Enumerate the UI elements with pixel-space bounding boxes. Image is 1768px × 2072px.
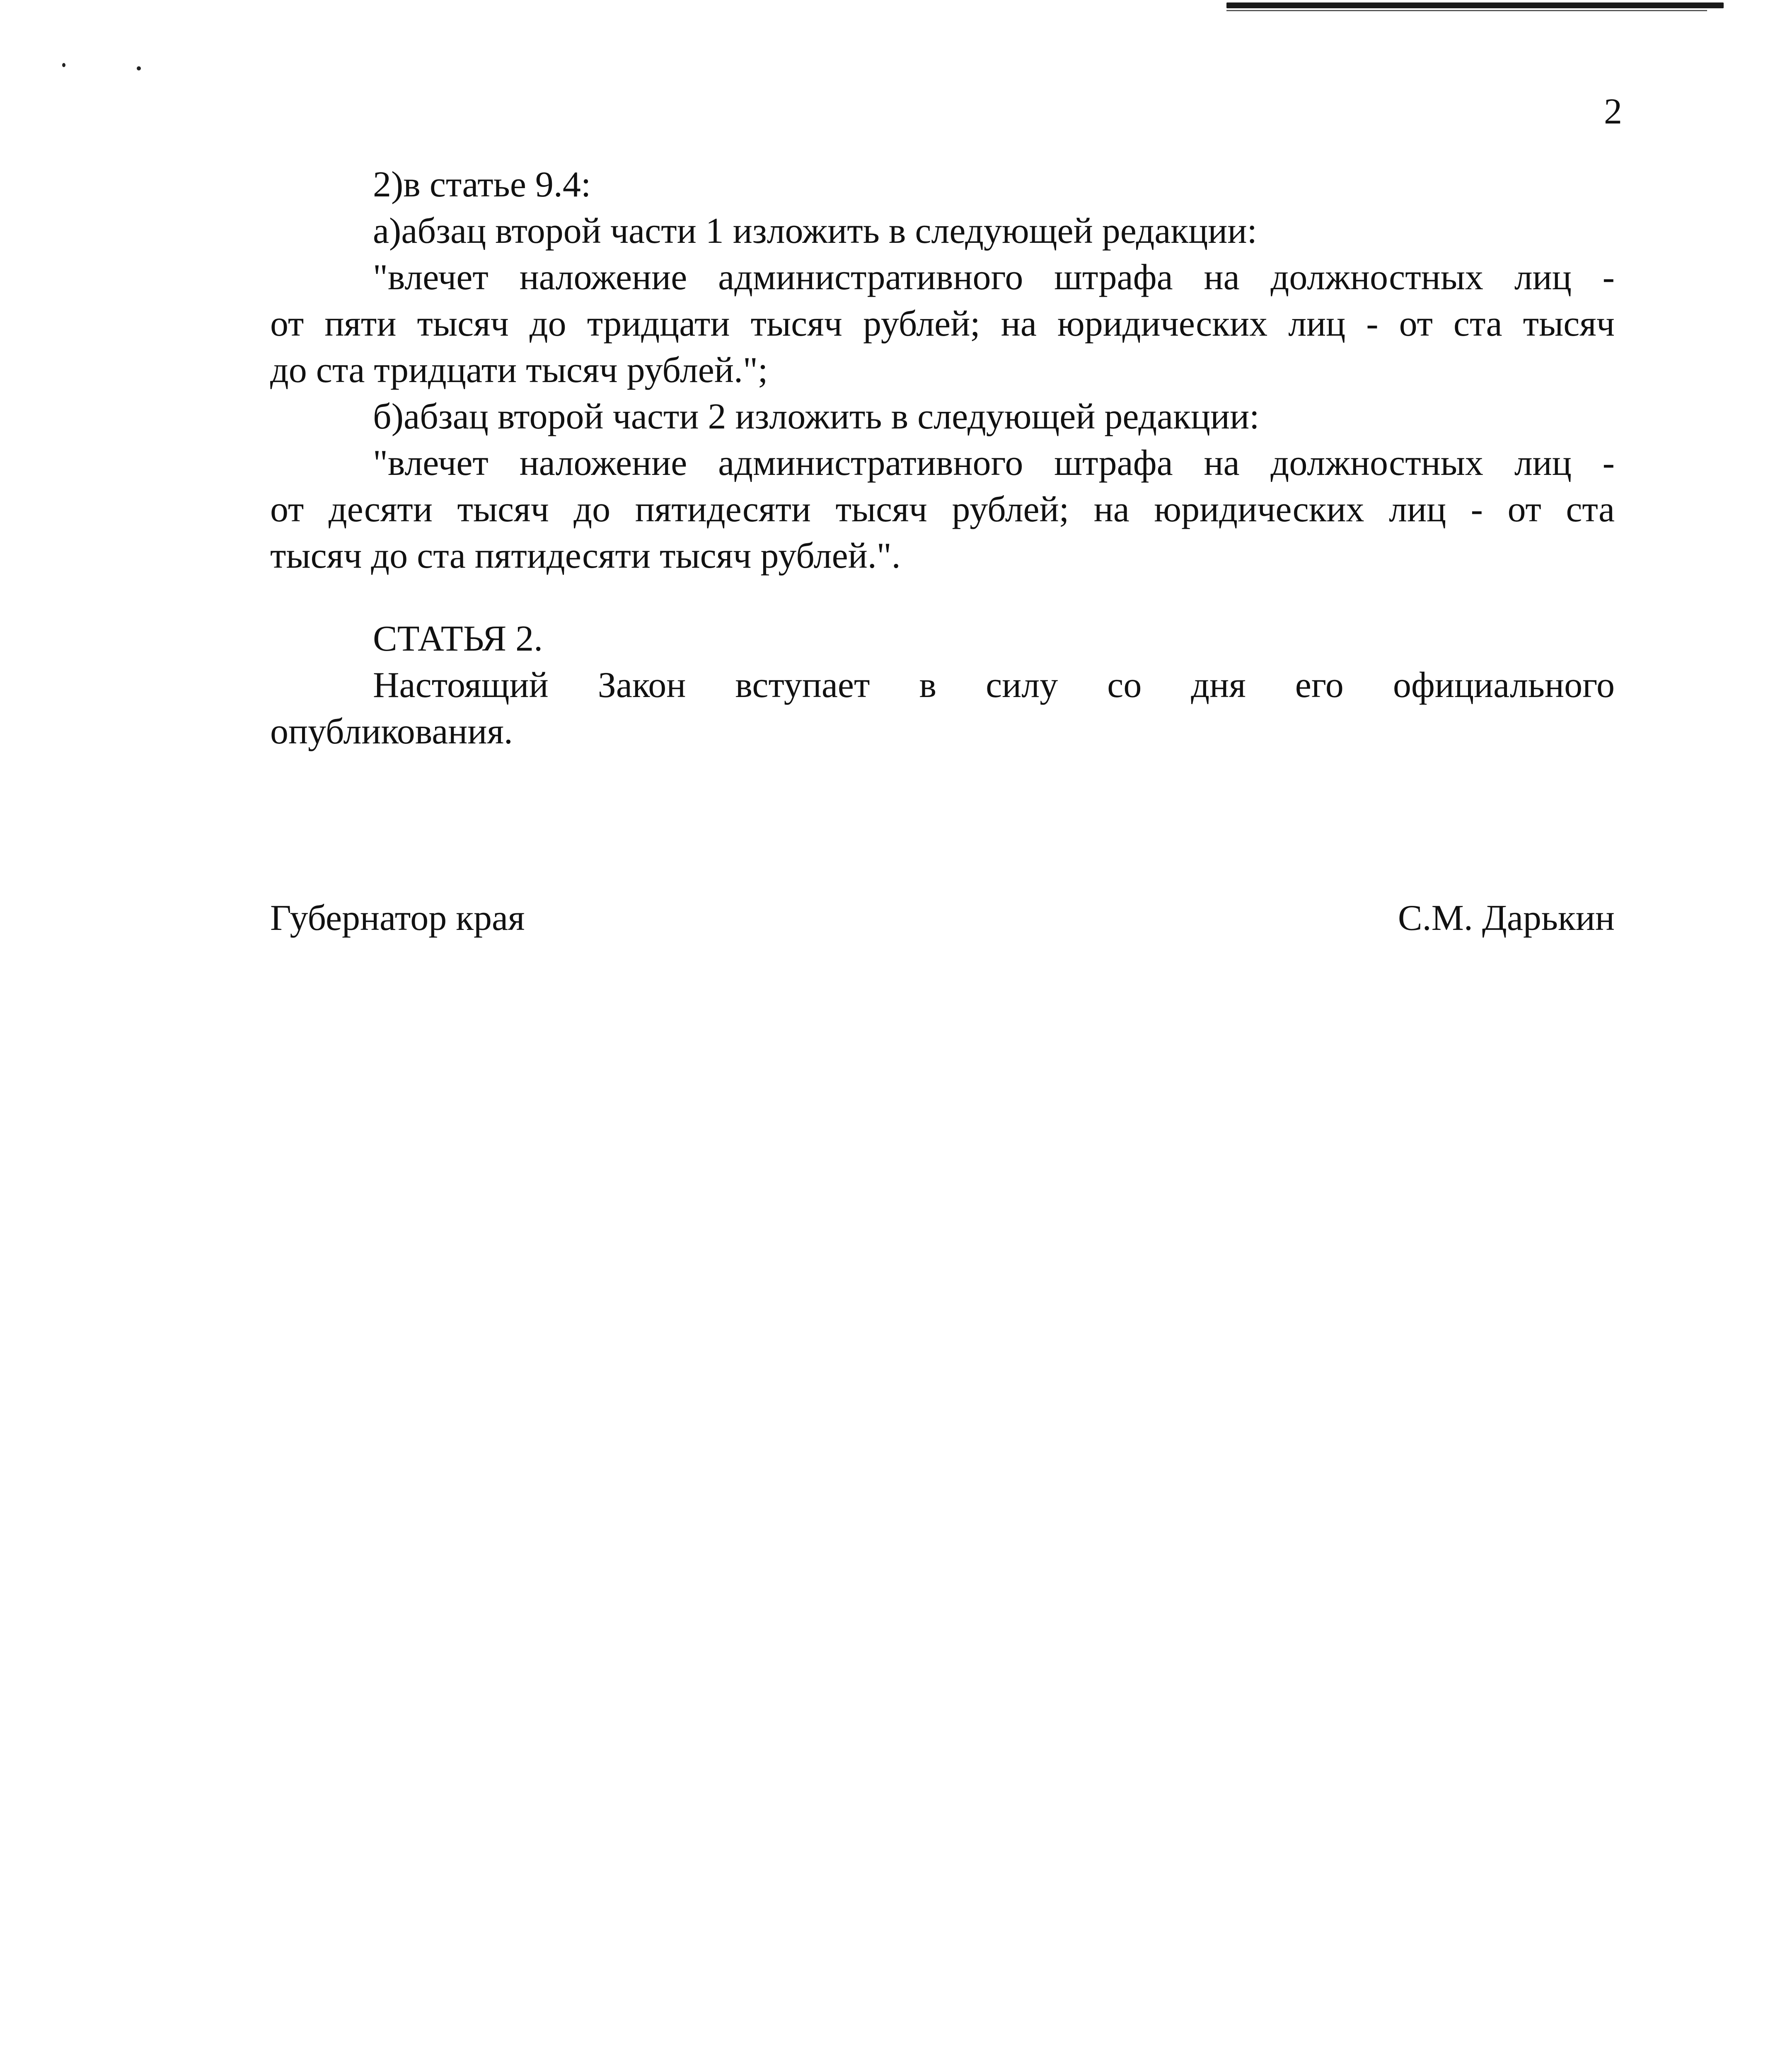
scan-speck <box>137 66 141 70</box>
item-2-heading: 2)в статье 9.4: <box>373 165 591 205</box>
item-b-text-line: тысяч до ста пятидесяти тысяч рублей.". <box>270 536 901 576</box>
page-number: 2 <box>1604 92 1622 132</box>
scan-top-rule <box>1226 2 1724 8</box>
signatory-title: Губернатор края <box>270 898 525 938</box>
item-a-text-line: от пяти тысяч до тридцати тысяч рублей; на юридических лиц - от ста тысяч <box>270 304 1615 344</box>
signatory-name: С.М. Дарькин <box>1398 898 1615 938</box>
item-b-text-line: "влечет наложение административного штрафа на должностных лиц - <box>373 443 1615 483</box>
article-2-text-line: опубликования. <box>270 712 513 752</box>
item-b-text-line: от десяти тысяч до пятидесяти тысяч рублей; на юридических лиц - от ста <box>270 489 1615 530</box>
item-a-heading: а)абзац второй части 1 изложить в следующей редакции: <box>373 211 1257 251</box>
item-a-text-line: до ста тридцати тысяч рублей."; <box>270 350 768 390</box>
signature-block <box>270 895 1615 942</box>
item-b-heading: б)абзац второй части 2 изложить в следующей редакции: <box>373 397 1260 437</box>
scan-top-rule-shadow <box>1226 10 1707 11</box>
scan-speck <box>62 63 65 67</box>
paragraph-gap <box>270 579 1615 616</box>
document-body <box>270 162 1615 755</box>
article-2-heading: СТАТЬЯ 2. <box>373 619 543 659</box>
item-a-text-line: "влечет наложение административного штрафа на должностных лиц - <box>373 257 1615 298</box>
article-2-text-line: Настоящий Закон вступает в силу со дня его официального <box>373 665 1615 705</box>
